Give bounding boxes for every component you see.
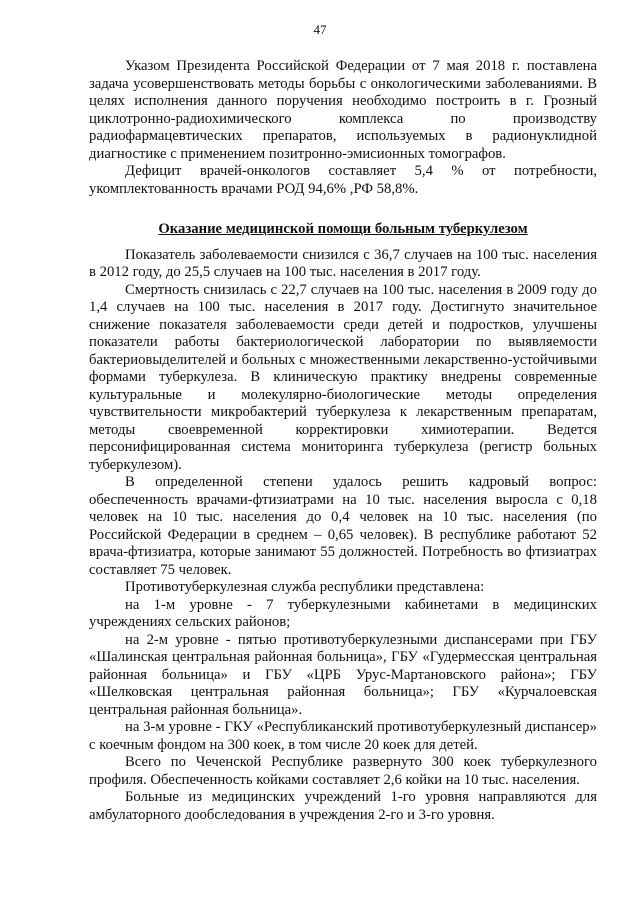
paragraph-level-2: на 2-м уровне - пятью противотуберкулезными диспансерами при ГБУ «Шалинская центральная районная больница», ГБУ «Гудермесская центральная районная больница» и ГБУ «ЦРБ Урус-Мартановского района»; ГБУ «Шелковская центральная районная больница»; ГБУ «Курчалоевская центральная районная больница». (89, 631, 597, 718)
section-heading-tuberculosis: Оказание медицинской помощи больным туберкулезом (158, 221, 528, 237)
page-number: 47 (313, 22, 327, 37)
paragraph-referral: Больные из медицинских учреждений 1-го уровня направляются для амбулаторного дообследования в учреждения 2-го и 3-го уровня. (89, 789, 597, 823)
paragraph-mortality: Смертность снизилась с 22,7 случаев на 100 тыс. населения в 2009 году до 1,4 случаев на 100 тыс. населения в 2017 году. Достигнуто значительное снижение показателя заболеваемости среди детей и подростков, улучшены показатели работы бактериологической лаборатории по выявляемости бактериовыделителей и больных с множественными лекарственно-устойчивыми формами туберкулеза. В клиническую практику внедрены современные культуральные и молекулярно-биологические методы определения чувствительности микробактерий туберкулеза к лекарственным препаратам, методы своевременной корректировки химиотерапии. Ведется персонифицированная система мониторинга туберкулеза (регистр больных туберкулезом). (89, 281, 597, 473)
paragraph-service-intro: Противотуберкулезная служба республики представлена: (125, 579, 485, 595)
paragraph-incidence: Показатель заболеваемости снизился с 36,7 случаев на 100 тыс. населения в 2012 году, до 25,5 случаев на 100 тыс. населения в 2017 году. (89, 246, 597, 280)
paragraph-presidential-decree: Указом Президента Российской Федерации от 7 мая 2018 г. поставлена задача усовершенствовать методы борьбы с онкологическими заболеваниями. В целях исполнения данного поручения необходимо построить в г. Грозный циклотронно-радиохимического комплекса по производству радиофармацевтических препаратов, используемых в радионуклидной диагностике с применением позитронно-эмисионных томографов. (89, 58, 597, 162)
paragraph-staffing: В определенной степени удалось решить кадровый вопрос: обеспеченность врачами-фтизиатрами на 10 тыс. населения выросла с 0,18 человек на 10 тыс. населения до 0,4 человек на 10 тыс. населения (по Российской Федерации в среднем – 0,65 человек). В республике работают 52 врача-фтизиатра, которые занимают 55 должностей. Потребность во фтизиатрах составляет 75 человек. (89, 474, 597, 578)
paragraph-oncologist-deficit: Дефицит врачей-онкологов составляет 5,4 % от потребности, укомплектованность врачами РОД 94,6% ,РФ 58,8%. (89, 163, 597, 197)
paragraph-level-1: на 1-м уровне - 7 туберкулезными кабинетами в медицинских учреждениях сельских районов; (89, 596, 597, 630)
page-content (89, 58, 597, 824)
paragraph-beds-total: Всего по Чеченской Республике развернуто 300 коек туберкулезного профиля. Обеспеченность койками составляет 2,6 койки на 10 тыс. населения. (89, 754, 597, 788)
paragraph-level-3: на 3-м уровне - ГКУ «Республиканский противотуберкулезный диспансер» с коечным фондом на 300 коек, в том числе 20 коек для детей. (89, 719, 597, 753)
